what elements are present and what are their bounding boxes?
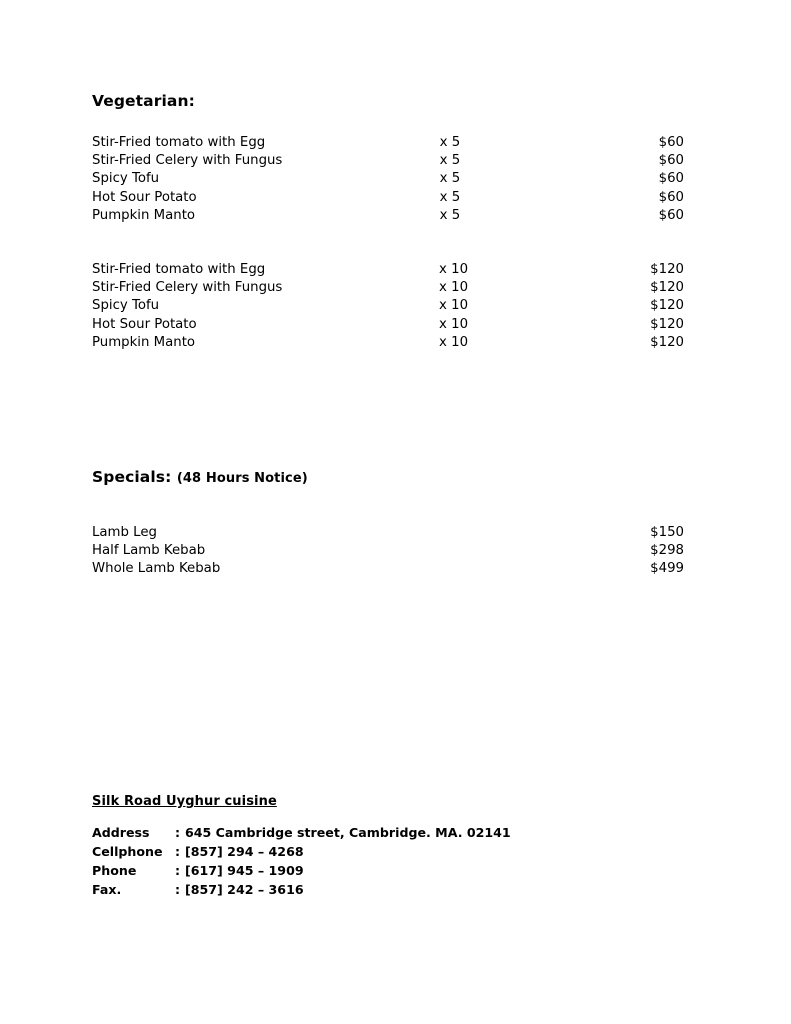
item-price: $499 xyxy=(650,561,684,577)
table-row xyxy=(92,542,712,560)
item-name: Stir-Fried Celery with Fungus xyxy=(92,280,283,296)
item-name: Pumpkin Manto xyxy=(92,207,196,223)
contact-table xyxy=(92,823,511,899)
item-price: $60 xyxy=(658,171,684,187)
contact-value: [857] 294 – 4268 xyxy=(185,844,304,859)
item-qty: x 10 xyxy=(439,280,469,296)
table-row xyxy=(92,560,712,578)
contact-row-address xyxy=(92,823,511,842)
table-row xyxy=(92,279,712,297)
contact-label: Address xyxy=(92,825,150,840)
contact-value: [857] 242 – 3616 xyxy=(185,882,304,897)
section-vegetarian xyxy=(92,92,712,110)
contact-value: 645 Cambridge street, Cambridge. MA. 02141 xyxy=(185,825,511,840)
item-name: Hot Sour Potato xyxy=(92,316,197,332)
item-name: Half Lamb Kebab xyxy=(92,543,206,559)
item-price: $60 xyxy=(658,207,684,223)
item-price: $120 xyxy=(650,334,684,350)
table-row xyxy=(92,152,712,170)
table-row xyxy=(92,297,712,315)
item-name: Spicy Tofu xyxy=(92,171,160,187)
item-qty: x 5 xyxy=(439,171,461,187)
table-row xyxy=(92,170,712,188)
item-price: $60 xyxy=(658,189,684,205)
item-name: Hot Sour Potato xyxy=(92,189,197,205)
item-qty: x 5 xyxy=(439,189,461,205)
item-price: $60 xyxy=(658,135,684,150)
item-qty: x 5 xyxy=(439,135,461,150)
contact-value: [617] 945 – 1909 xyxy=(185,863,304,878)
item-qty: x 10 xyxy=(439,334,469,350)
section-title-specials xyxy=(92,468,712,486)
table-row xyxy=(92,261,712,279)
footer-contact-block xyxy=(92,794,712,899)
contact-label: Cellphone xyxy=(92,844,163,859)
vegetarian-group-1 xyxy=(92,134,712,225)
item-name: Lamb Leg xyxy=(92,525,157,540)
contact-separator: : xyxy=(175,863,181,878)
item-price: $298 xyxy=(650,543,684,559)
table-row xyxy=(92,189,712,207)
contact-row-fax xyxy=(92,880,511,899)
item-price: $150 xyxy=(650,525,684,540)
item-qty: x 10 xyxy=(439,262,469,277)
specials-list xyxy=(92,524,712,579)
item-price: $120 xyxy=(650,280,684,296)
restaurant-name: Silk Road Uyghur cuisine xyxy=(92,794,277,809)
table-row xyxy=(92,524,712,542)
item-name: Stir-Fried Celery with Fungus xyxy=(92,153,283,169)
table-row xyxy=(92,334,712,352)
item-price: $120 xyxy=(650,262,684,277)
item-qty: x 10 xyxy=(439,298,469,314)
section-specials xyxy=(92,468,712,486)
vegetarian-group-2 xyxy=(92,261,712,352)
menu-table xyxy=(92,261,712,352)
item-name: Stir-Fried tomato with Egg xyxy=(92,135,266,150)
contact-label: Fax. xyxy=(92,882,122,897)
contact-separator: : xyxy=(175,844,181,859)
item-name: Pumpkin Manto xyxy=(92,334,196,350)
contact-separator: : xyxy=(175,825,181,840)
item-qty: x 10 xyxy=(439,316,469,332)
specials-title-note: (48 Hours Notice) xyxy=(176,471,308,486)
menu-table xyxy=(92,134,712,225)
section-title-vegetarian: Vegetarian: xyxy=(92,92,195,110)
item-name: Whole Lamb Kebab xyxy=(92,561,221,577)
contact-label: Phone xyxy=(92,863,137,878)
specials-title-text: Specials: xyxy=(92,468,172,486)
contact-row-phone xyxy=(92,861,511,880)
item-qty: x 5 xyxy=(439,153,461,169)
contact-row-cellphone xyxy=(92,842,511,861)
item-price: $60 xyxy=(658,153,684,169)
item-name: Spicy Tofu xyxy=(92,298,160,314)
table-row xyxy=(92,134,712,152)
item-qty: x 5 xyxy=(439,207,461,223)
item-name: Stir-Fried tomato with Egg xyxy=(92,262,266,277)
specials-table xyxy=(92,524,712,579)
item-price: $120 xyxy=(650,298,684,314)
table-row xyxy=(92,316,712,334)
item-price: $120 xyxy=(650,316,684,332)
table-row xyxy=(92,207,712,225)
contact-separator: : xyxy=(175,882,181,897)
